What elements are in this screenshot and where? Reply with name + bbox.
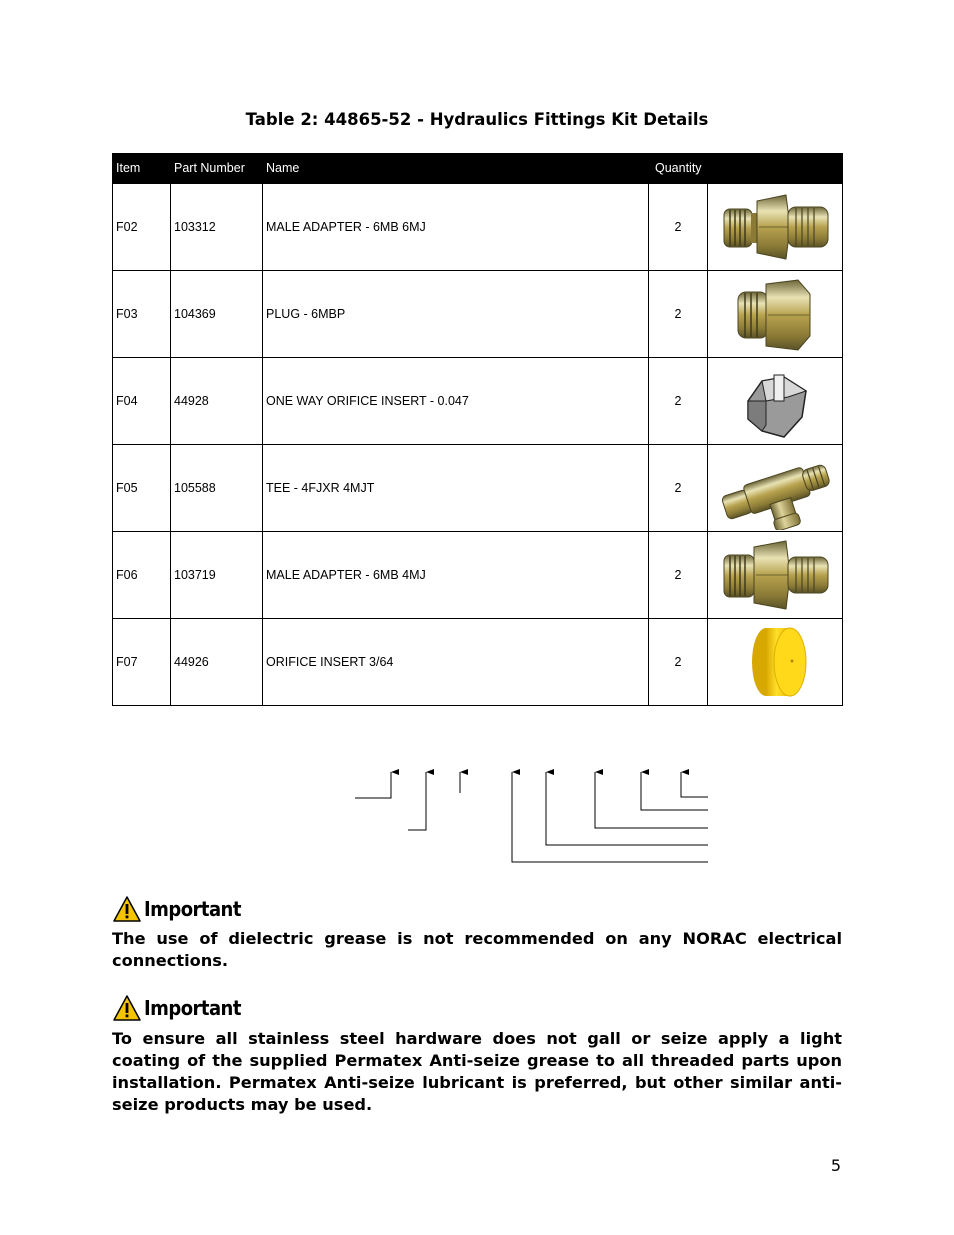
part-image-cell xyxy=(708,445,843,532)
leader-line xyxy=(641,772,708,810)
plug-icon xyxy=(718,274,833,354)
name-cell: ORIFICE INSERT 3/64 xyxy=(263,619,649,706)
part-number-cell: 103719 xyxy=(171,532,263,619)
leader-line xyxy=(512,772,708,862)
item-cell: F06 xyxy=(113,532,171,619)
item-cell: F03 xyxy=(113,271,171,358)
part-number-cell: 104369 xyxy=(171,271,263,358)
part-image-cell xyxy=(708,271,843,358)
tee-fitting-icon xyxy=(713,446,838,530)
item-cell: F05 xyxy=(113,445,171,532)
warning-icon xyxy=(113,896,141,922)
table-row xyxy=(113,619,843,706)
part-number-cell: 105588 xyxy=(171,445,263,532)
part-image-cell xyxy=(708,184,843,271)
quantity-cell: 2 xyxy=(649,271,708,358)
column-header-item: Item xyxy=(113,154,171,184)
name-cell: TEE - 4FJXR 4MJT xyxy=(263,445,649,532)
column-header-part-number: Part Number xyxy=(171,154,263,184)
leader-line xyxy=(595,772,708,828)
important-heading-1 xyxy=(113,894,252,924)
yellow-orifice-icon xyxy=(718,622,833,702)
item-cell: F07 xyxy=(113,619,171,706)
column-header-image xyxy=(708,154,843,184)
part-number-cell: 103312 xyxy=(171,184,263,271)
important-note-1: The use of dielectric grease is not recommended on any NORAC electrical connections. xyxy=(112,929,842,970)
table-header-row xyxy=(113,154,843,184)
male-adapter-icon xyxy=(718,187,833,267)
table-row xyxy=(113,532,843,619)
male-adapter-icon xyxy=(718,535,833,615)
leader-line xyxy=(355,772,391,798)
table-row xyxy=(113,271,843,358)
table-caption: Table 2: 44865-52 - Hydraulics Fittings Kit Details xyxy=(245,110,709,129)
warning-icon xyxy=(113,995,141,1021)
part-image-cell xyxy=(708,619,843,706)
name-cell: PLUG - 6MBP xyxy=(263,271,649,358)
leader-line-diagram xyxy=(0,760,954,870)
column-header-quantity: Quantity xyxy=(649,154,708,184)
table-row xyxy=(113,358,843,445)
important-label: Important xyxy=(144,996,241,1020)
part-image-cell xyxy=(708,358,843,445)
quantity-cell: 2 xyxy=(649,619,708,706)
part-image-cell xyxy=(708,532,843,619)
important-heading-2 xyxy=(113,993,252,1023)
fittings-kit-table xyxy=(112,153,843,706)
table-row xyxy=(113,184,843,271)
item-cell: F02 xyxy=(113,184,171,271)
leader-line xyxy=(408,772,426,830)
column-header-name: Name xyxy=(263,154,649,184)
part-number-cell: 44926 xyxy=(171,619,263,706)
quantity-cell: 2 xyxy=(649,532,708,619)
leader-line xyxy=(546,772,708,845)
item-cell: F04 xyxy=(113,358,171,445)
quantity-cell: 2 xyxy=(649,445,708,532)
part-number-cell: 44928 xyxy=(171,358,263,445)
name-cell: ONE WAY ORIFICE INSERT - 0.047 xyxy=(263,358,649,445)
page-number: 5 xyxy=(830,1156,841,1175)
name-cell: MALE ADAPTER - 6MB 4MJ xyxy=(263,532,649,619)
table-row xyxy=(113,445,843,532)
important-note-2: To ensure all stainless steel hardware does not gall or seize apply a light coating of the supplied Permatex Anti-seize grease to all threaded parts upon installation. Permatex Anti-seize lubricant is preferred, but other similar anti-seize products may be used. xyxy=(112,1029,842,1114)
name-cell: MALE ADAPTER - 6MB 6MJ xyxy=(263,184,649,271)
important-label: Important xyxy=(144,897,241,921)
orifice-insert-icon xyxy=(718,361,833,441)
leader-line xyxy=(681,772,708,797)
quantity-cell: 2 xyxy=(649,358,708,445)
quantity-cell: 2 xyxy=(649,184,708,271)
